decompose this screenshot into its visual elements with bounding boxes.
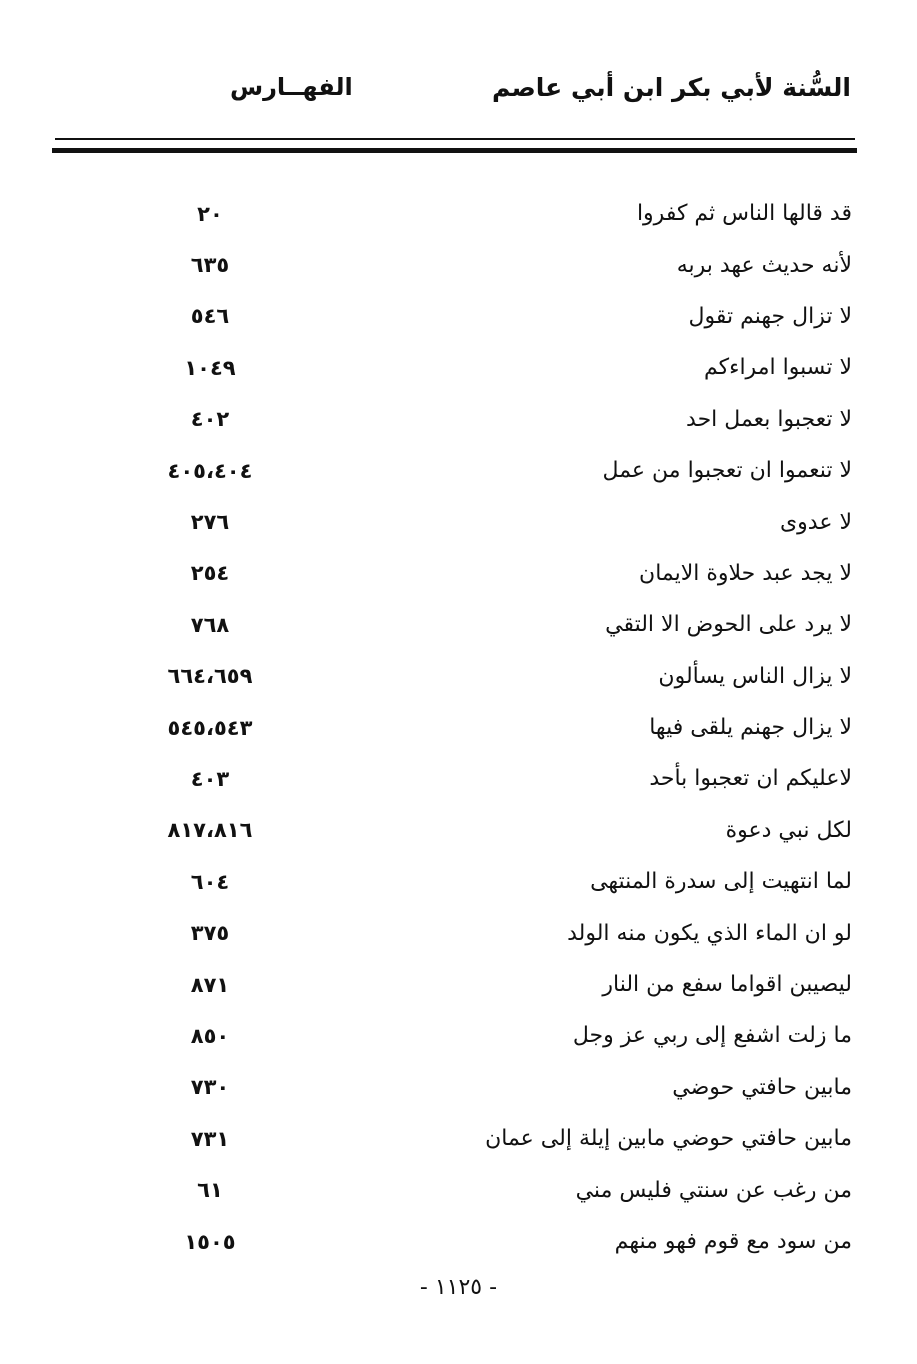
entry-ref: ٥٤٦ bbox=[190, 304, 230, 329]
section-title: الفهــارس bbox=[230, 73, 353, 101]
index-entry bbox=[150, 753, 852, 804]
entry-ref: ٧٣٠ bbox=[190, 1075, 230, 1100]
entry-text: لا يزال جهنم يلقى فيها bbox=[649, 715, 852, 741]
entry-text: لما انتهيت إلى سدرة المنتهى bbox=[590, 869, 852, 895]
index-entry bbox=[150, 239, 852, 290]
book-title: السُّنة لأبي بكر ابن أبي عاصم bbox=[492, 72, 851, 102]
index-entry bbox=[150, 1010, 852, 1061]
entry-text: لا يزال الناس يسألون bbox=[658, 663, 852, 689]
entry-ref: ٦١ bbox=[197, 1178, 223, 1203]
entry-ref: ٤٠٥،٤٠٤ bbox=[167, 458, 253, 483]
index-entry bbox=[150, 496, 852, 547]
entry-text: قد قالها الناس ثم كفروا bbox=[636, 201, 852, 227]
index-entry bbox=[150, 702, 852, 753]
index-entry bbox=[150, 1164, 852, 1215]
entry-text: ما زلت اشفع إلى ربي عز وجل bbox=[572, 1023, 852, 1049]
entry-text: من رغب عن سنتي فليس مني bbox=[575, 1177, 852, 1203]
entry-ref: ٦٣٥ bbox=[190, 253, 230, 278]
entry-text: مابين حافتي حوضي مابين إيلة إلى عمان bbox=[485, 1126, 852, 1152]
entry-text: لاعليكم ان تعجبوا بأحد bbox=[649, 766, 852, 792]
entry-ref: ٨٧١ bbox=[190, 972, 230, 997]
index-entry bbox=[150, 599, 852, 650]
entry-ref: ٦٠٤ bbox=[190, 869, 230, 894]
entry-ref: ٧٦٨ bbox=[190, 612, 230, 637]
entry-ref: ٤٠٣ bbox=[190, 766, 230, 791]
index-entry bbox=[150, 907, 852, 958]
entry-text: من سود مع قوم فهو منهم bbox=[614, 1229, 852, 1254]
entry-text: لكل نبي دعوة bbox=[725, 817, 852, 843]
entry-text: لا عدوى bbox=[779, 509, 852, 535]
index-entry bbox=[150, 394, 852, 445]
index-entry bbox=[150, 291, 852, 342]
index-entry bbox=[150, 1216, 852, 1267]
entry-ref: ٦٦٤،٦٥٩ bbox=[167, 664, 253, 689]
index-entry bbox=[150, 342, 852, 393]
entry-text: مابين حافتي حوضي bbox=[672, 1074, 852, 1100]
entry-ref: ٢٠ bbox=[197, 201, 223, 226]
index-entry bbox=[150, 548, 852, 599]
entry-text: لو ان الماء الذي يكون منه الولد bbox=[567, 920, 852, 946]
entry-text: لا تزال جهنم تقول bbox=[688, 303, 852, 329]
entry-ref: ٨١٧،٨١٦ bbox=[167, 818, 253, 843]
running-header bbox=[60, 62, 857, 112]
entry-ref: ١٥٠٥ bbox=[184, 1229, 236, 1254]
entry-ref: ٣٧٥ bbox=[190, 921, 230, 946]
index-entry bbox=[150, 1062, 852, 1113]
entry-ref: ٢٥٤ bbox=[190, 561, 230, 586]
header-rule-thin bbox=[55, 138, 855, 140]
index-entry bbox=[150, 188, 852, 239]
entry-ref: ٢٧٦ bbox=[190, 510, 230, 535]
entry-text: لا يرد على الحوض الا التقي bbox=[605, 612, 852, 638]
entry-ref: ٤٠٢ bbox=[190, 407, 230, 432]
entry-ref: ٥٤٥،٥٤٣ bbox=[167, 715, 253, 740]
entry-text: لا تعجبوا بعمل احد bbox=[686, 406, 852, 432]
entry-text: لا يجد عبد حلاوة الايمان bbox=[639, 560, 852, 586]
entry-text: لا تسبوا امراءكم bbox=[703, 355, 852, 381]
entry-ref: ٨٥٠ bbox=[190, 1023, 230, 1048]
index-entry bbox=[150, 959, 852, 1010]
page-number: - ١١٢٥ - bbox=[419, 1275, 498, 1300]
index-entry bbox=[150, 445, 852, 496]
header-rule-thick bbox=[52, 148, 857, 153]
entry-text: ليصيبن اقواما سفع من النار bbox=[602, 972, 852, 998]
index-entry bbox=[150, 805, 852, 856]
index-entry bbox=[150, 856, 852, 907]
entry-ref: ١٠٤٩ bbox=[184, 355, 236, 380]
entry-text: لا تنعموا ان تعجبوا من عمل bbox=[602, 458, 852, 484]
index-list bbox=[150, 188, 852, 1267]
index-entry bbox=[150, 1113, 852, 1164]
entry-text: لأنه حديث عهد بربه bbox=[676, 252, 852, 278]
index-entry bbox=[150, 651, 852, 702]
entry-ref: ٧٣١ bbox=[190, 1126, 230, 1151]
